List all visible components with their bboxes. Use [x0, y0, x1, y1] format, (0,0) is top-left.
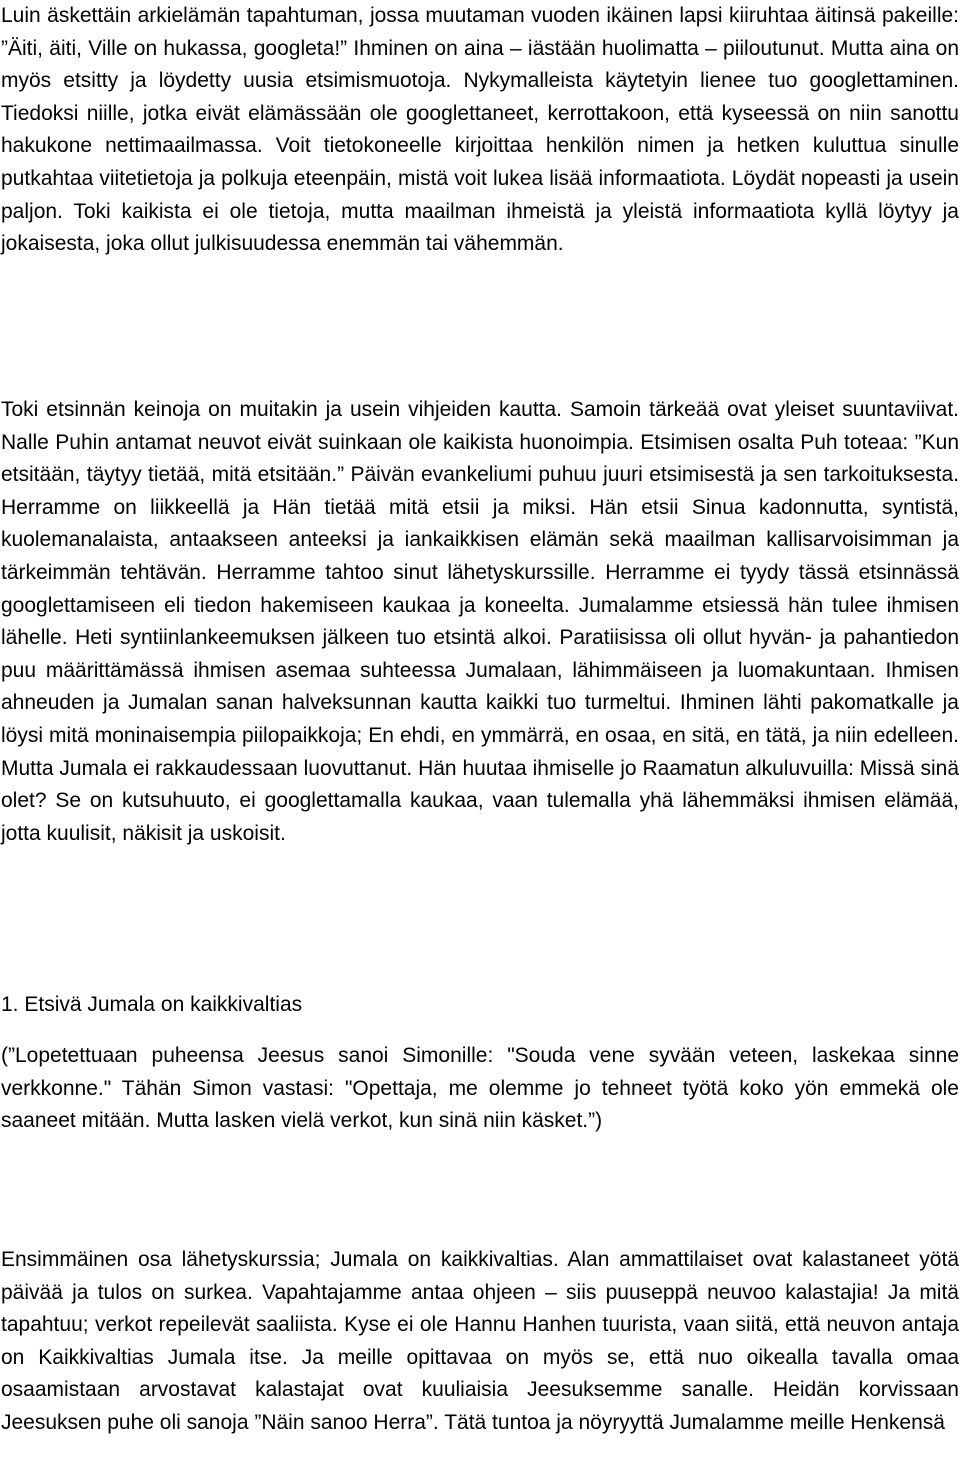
section-heading: 1. Etsivä Jumala on kaikkivaltias — [1, 993, 303, 1016]
scripture-quote-paragraph: (”Lopetettuaan puheensa Jeesus sanoi Simonille: "Souda vene syvään veteen, laskekaa sinne verkkonne." Tähän Simon vastasi: "Opettaja, me olemme jo tehneet työtä koko yön emmekä ole saaneet mitään. Mutta lasken vielä verkot, kun sinä niin käsket.”) — [1, 1044, 959, 1133]
intro-paragraph: Luin äskettäin arkielämän tapahtuman, jossa muutaman vuoden ikäinen lapsi kiiruhtaa äitinsä pakeille: ”Äiti, äiti, Ville on hukassa, googleta!” Ihminen on aina – iästään huolimatta – piiloutunut. Mutta aina on myös etsitty ja löydetty uusia etsimismuotoja. Nykymalleista käytetyin lienee tuo googlettaminen. Tiedoksi niille, jotka eivät elämässään ole googlettaneet, kerrottakoon, että kyseessä on niin sanottu hakukone nettimaailmassa. Voit tietokoneelle kirjoittaa henkilön nimen ja hetken kuluttua sinulle putkahtaa viitetietoja ja polkuja eteenpäin, mistä voit lukea lisää informaatiota. Löydät nopeasti ja usein paljon. Toki kaikista ei ole tietoja, mutta maailman ihmeistä ja yleistä informaatiota kyllä löytyy ja jokaisesta, joka ollut julkisuudessa enemmän tai vähemmän. — [1, 4, 959, 256]
final-paragraph: Ensimmäinen osa lähetyskurssia; Jumala on kaikkivaltias. Alan ammattilaiset ovat kalastaneet yötä päivää ja tulos on surkea. Vapahtajamme antaa ohjeen – siis puuseppä neuvoo kalastajia! Ja mitä tapahtuu; verkot repeilevät saaliista. Kyse ei ole Hannu Hanhen tuurista, vaan siitä, että neuvon antaja on Kaikkivaltias Jumala itse. Ja meille opittavaa on myös se, että nuo oikealla tavalla omaa osaamistaan arvostavat kalastajat ovat kuuliaisia Jeesuksemme sanalle. Heidän korvissaan Jeesuksen puhe oli sanoja ”Näin sanoo Herra”. Tätä tuntoa ja nöyryyttä Jumalamme meille Henkensä — [1, 1248, 959, 1434]
body-paragraph: Toki etsinnän keinoja on muitakin ja usein vihjeiden kautta. Samoin tärkeää ovat yleiset suuntaviivat. Nalle Puhin antamat neuvot eivät suinkaan ole kaikista huonoimpia. Etsimisen osalta Puh toteaa: ”Kun etsitään, täytyy tietää, mitä etsitään.” Päivän evankeliumi puhuu juuri etsimisestä ja sen tarkoituksesta. Herramme on liikkeellä ja Hän tietää mitä etsii ja miksi. Hän etsii Sinua kadonnutta, syntistä, kuolemanalaista, antaakseen anteeksi ja iankaikkisen elämän sekä maailman kallisarvoisimman ja tärkeimmän tehtävän. Herramme tahtoo sinut lähetyskurssille. Herramme ei tyydy tässä etsinnässä googlettamiseen eli tiedon hakemiseen kaukaa ja koneelta. Jumalamme etsiessä hän tulee ihmisen lähelle. Heti syntiinlankeemuksen jälkeen tuo etsintä alkoi. Paratiisissa oli ollut hyvän- ja pahantiedon puu määrittämässä ihmisen asemaa suhteessa Jumalaan, lähimmäiseen ja luomakuntaan. Ihmisen ahneuden ja Jumalan sanan halveksunnan kautta kaikki tuo turmeltui. Ihminen lähti pakomatkalle ja löysi mitä moninaisempia piilopaikkoja; En ehdi, en ymmärrä, en osaa, en sitä, en tätä, ja niin edelleen. Mutta Jumala ei rakkaudessaan luovuttanut. Hän huutaa ihmiselle jo Raamatun alkuluvuilla: Missä sinä olet? Se on kutsuhuuto, ei googlettamalla kaukaa, vaan tulemalla yhä lähemmäksi ihmisen elämää, jotta kuulisit, näkisit ja uskoisit. — [1, 398, 959, 845]
